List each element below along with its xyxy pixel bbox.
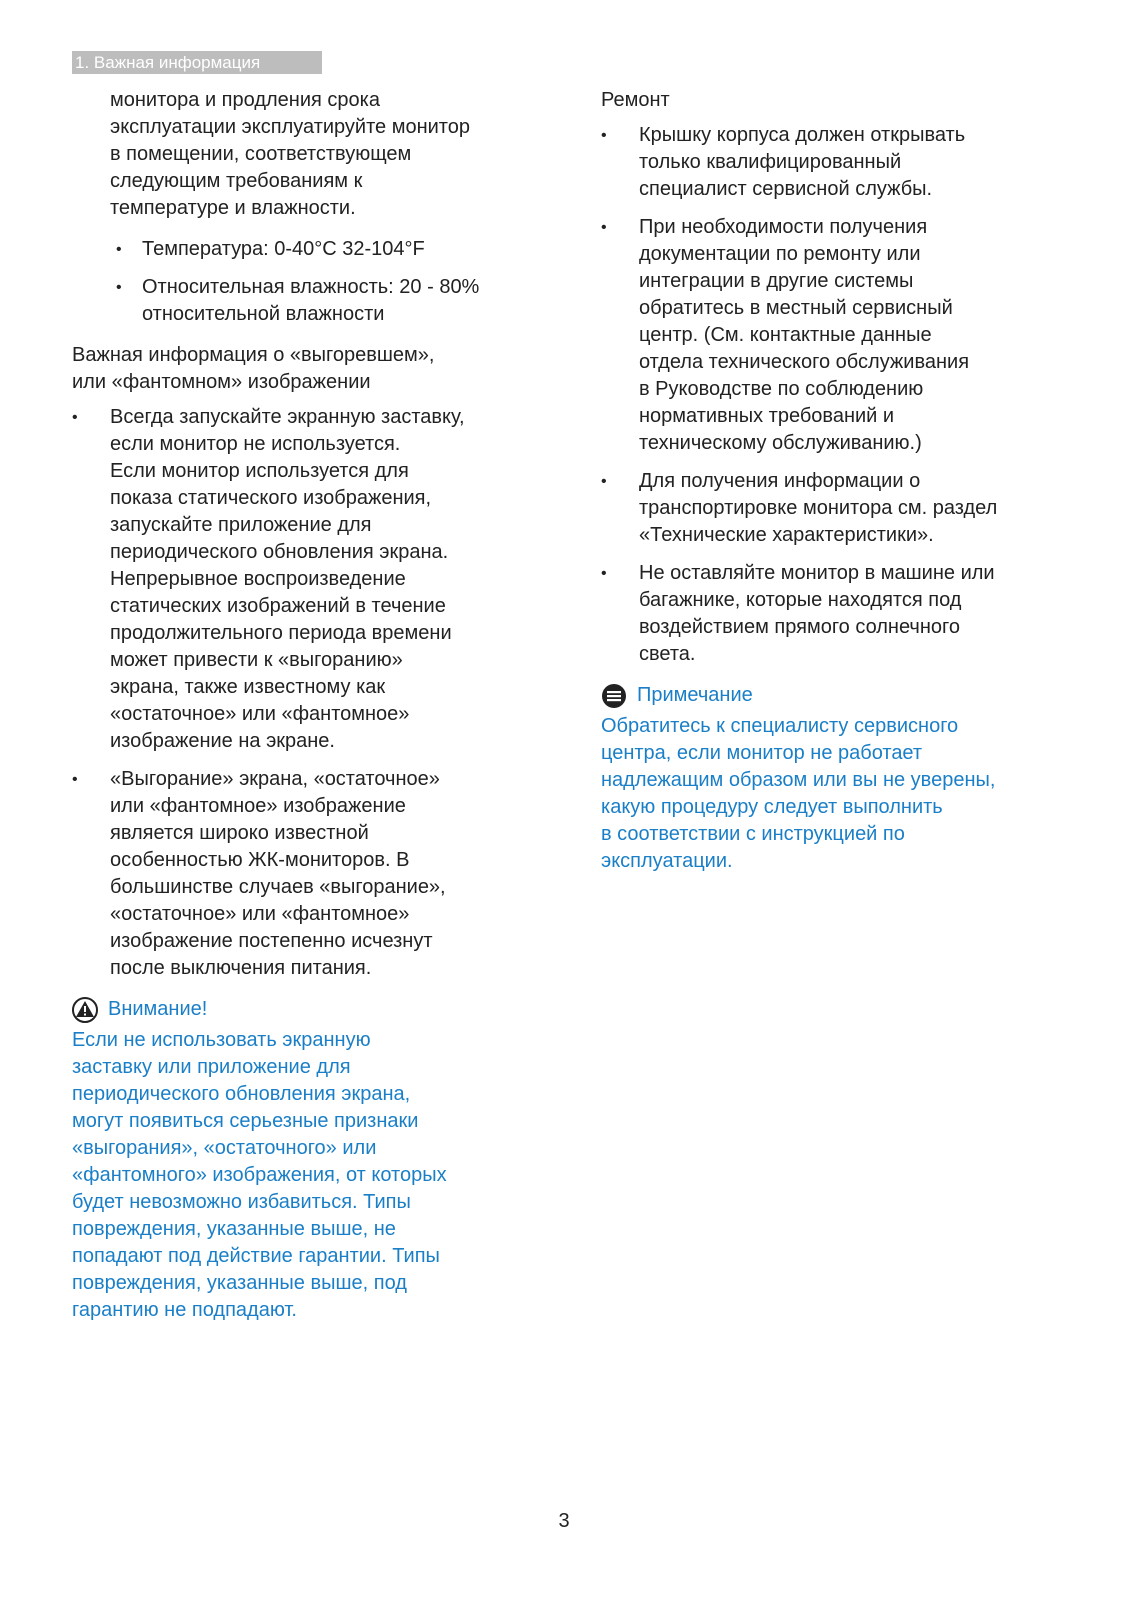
condition-temperature: • Температура: 0-40°C 32-104°F (72, 236, 542, 263)
repair-bullet: • Крышку корпуса должен открывать только квалифицированный специалист сервисной службы. (601, 122, 1071, 203)
page-number: 3 (558, 1510, 570, 1532)
burn-in-bullet: • Всегда запускайте экранную заставку, если монитор не используется. Если монитор используется для показа статического изображения, запускайте приложение для периодического обновления экрана. Непрерывное воспроизведение статических изображений в течение продолжительного периода времени может привести к «выгоранию» экрана, также известному как «остаточное» или «фантомное» изображение на экране. (72, 404, 542, 755)
right-column (601, 87, 1071, 875)
note-title: Примечание (637, 684, 753, 706)
warning-title: Внимание! (108, 998, 208, 1020)
note-icon (601, 683, 627, 709)
burn-in-heading: Важная информация о «выгоревшем», или «фантомном» изображении (72, 344, 435, 393)
repair-bullet: • Не оставляйте монитор в машине или багажнике, которые находятся под воздействием прямого солнечного света. (601, 560, 1071, 668)
left-column (72, 87, 542, 1324)
note-callout-title (601, 682, 1071, 709)
intro-text: монитора и продления срока эксплуатации эксплуатируйте монитор в помещении, соответствующем следующим требованиям к температуре и влажности. (110, 89, 470, 219)
repair-heading: Ремонт (601, 89, 670, 111)
repair-bullet: • Для получения информации о транспортировке монитора см. раздел «Технические характеристики». (601, 468, 1071, 549)
condition-humidity: • Относительная влажность: 20 - 80% относительной влажности (72, 274, 542, 328)
warning-icon (72, 997, 98, 1023)
burn-in-bullet: • «Выгорание» экрана, «остаточное» или «фантомное» изображение является широко известной особенностью ЖК-мониторов. В большинстве случаев «выгорание», «остаточное» или «фантомное» изображение постепенно исчезнут после выключения питания. (72, 766, 542, 982)
note-body: Обратитесь к специалисту сервисного центра, если монитор не работает надлежащим образом или вы не уверены, какую процедуру следует выполнить в соответствии с инструкцией по эксплуатации. (601, 715, 996, 872)
repair-bullet: • При необходимости получения документации по ремонту или интеграции в другие системы обратитесь в местный сервисный центр. (См. контактные данные отдела технического обслуживания в Руководстве по соблюдению нормативных требований и техническому обслуживанию.) (601, 214, 1071, 457)
warning-body: Если не использовать экранную заставку или приложение для периодического обновления экрана, могут появиться серьезные признаки «выгорания», «остаточного» или «фантомного» изображения, от которых будет невозможно избавиться. Типы повреждения, указанные выше, не попадают под действие гарантии. Типы повреждения, указанные выше, под гарантию не подпадают. (72, 1029, 447, 1321)
section-header: 1. Важная информация (72, 51, 322, 74)
warning-callout-title (72, 996, 542, 1023)
